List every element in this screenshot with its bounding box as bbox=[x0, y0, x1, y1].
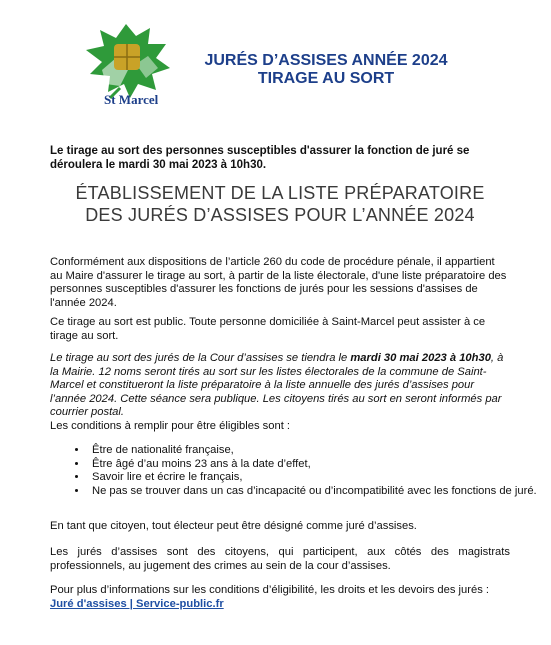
main-heading-line2: DES JURÉS D’ASSISES POUR L’ANNÉE 2024 bbox=[85, 205, 475, 225]
schedule-text-end: , à la Mairie. 12 noms seront tirés au sort sur les listes électorales de la commune de Saint-Marcel et constitueront la liste préparatoire à la liste annuelle des jurés d’assises pour l’année 2024. Cette séance sera publique. Les citoyens tirés au sort en seront informés par courrier postal. bbox=[50, 352, 504, 418]
conditions-list bbox=[50, 444, 548, 498]
list-item: • Savoir lire et écrire le français, bbox=[88, 471, 548, 485]
paragraph-more-info bbox=[50, 584, 510, 611]
schedule-text-start: Le tirage au sort des jurés de la Cour d’assises se tiendra le bbox=[50, 352, 351, 364]
paragraph-conditions-intro: Les conditions à remplir pour être éligibles sont : bbox=[50, 420, 291, 432]
more-info-text: Pour plus d’informations sur les conditions d’éligibilité, les droits et les devoirs des jurés : bbox=[50, 584, 490, 596]
service-public-link[interactable]: Juré d'assises | Service-public.fr bbox=[50, 597, 224, 610]
logo-text: St Marcel bbox=[104, 92, 159, 107]
paragraph-jurors-role: Les jurés d’assises sont des citoyens, qui participent, aux côtés des magistrats professionnels, au jugement des crimes au sein de la cour d’assises. bbox=[50, 546, 510, 572]
paragraph-schedule bbox=[50, 352, 510, 420]
paragraph-any-voter: En tant que citoyen, tout électeur peut être désigné comme juré d’assises. bbox=[50, 520, 417, 532]
page-title-line2: TIRAGE AU SORT bbox=[257, 70, 395, 87]
intro-notice: Le tirage au sort des personnes susceptibles d'assurer la fonction de juré se déroulera le mardi 30 mai 2023 à 10h30. bbox=[50, 145, 470, 171]
main-heading-line1: ÉTABLISSEMENT DE LA LISTE PRÉPARATOIRE bbox=[75, 183, 485, 203]
page-title-line1: JURÉS D’ASSISES ANNÉE 2024 bbox=[204, 52, 448, 69]
list-item: • Être de nationalité française, bbox=[88, 444, 548, 458]
schedule-date: mardi 30 mai 2023 à 10h30 bbox=[350, 352, 491, 364]
paragraph-public-session: Ce tirage au sort est public. Toute personne domiciliée à Saint-Marcel peut assister à ce tirage au sort. bbox=[50, 316, 486, 342]
list-item: • Ne pas se trouver dans un cas d’incapacité ou d’incompatibilité avec les fonctions de juré. bbox=[88, 485, 548, 499]
list-item: • Être âgé d’au moins 23 ans à la date d’effet, bbox=[88, 458, 548, 472]
main-heading bbox=[50, 182, 510, 226]
paragraph-legal-basis: Conformément aux dispositions de l’article 260 du code de procédure pénale, il appartient au Maire d'assurer le tirage au sort, à partir de la liste électorale, d'une liste préparatoire des personnes susceptibles d'assurer les fonctions de jurés pour les sessions d'assises de l'année 2024. bbox=[50, 256, 507, 309]
page-title bbox=[180, 52, 472, 88]
